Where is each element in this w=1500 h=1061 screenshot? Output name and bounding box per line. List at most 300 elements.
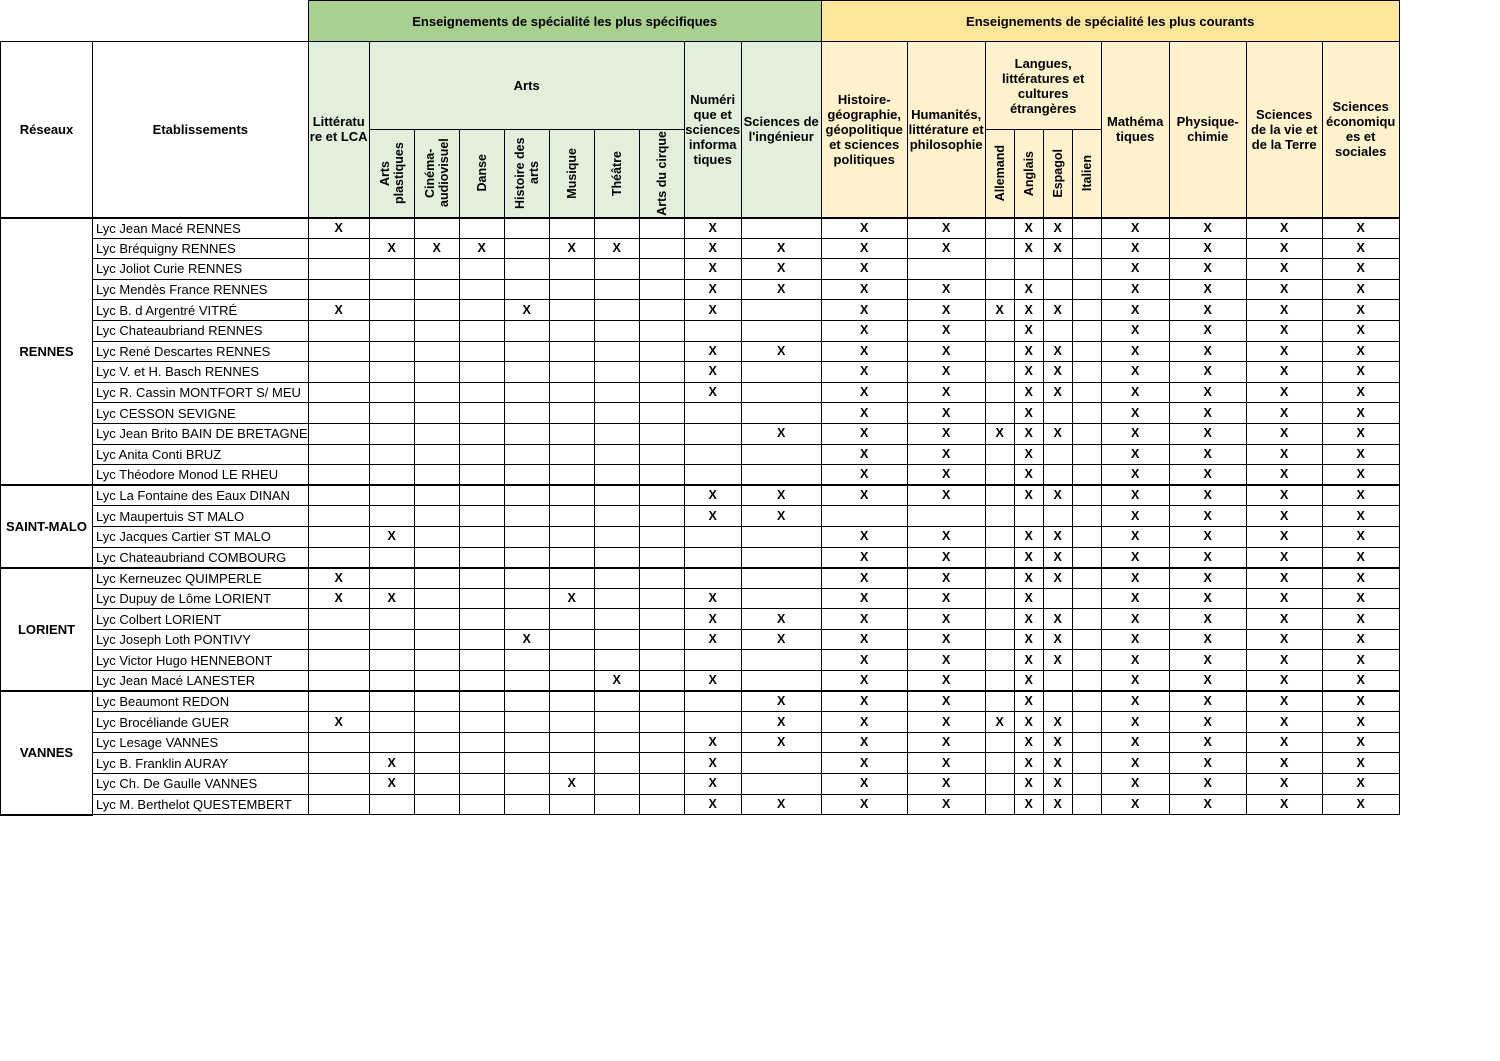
mark-cell [1072, 568, 1101, 589]
mark-cell: X [1014, 341, 1043, 362]
arts-cirque-header: Arts du cirque [639, 130, 684, 218]
mark-cell: X [821, 609, 907, 630]
mark-cell [504, 650, 549, 671]
mark-cell: X [821, 526, 907, 547]
school-name: Lyc Anita Conti BRUZ [93, 444, 309, 465]
mark-cell: X [1169, 506, 1246, 527]
mark-cell: X [1043, 732, 1072, 753]
mark-cell [1072, 341, 1101, 362]
mark-cell [549, 568, 594, 589]
mark-cell: X [1014, 794, 1043, 815]
mark-cell: X [1043, 485, 1072, 506]
mark-cell: X [549, 588, 594, 609]
school-name: Lyc Ch. De Gaulle VANNES [93, 774, 309, 795]
mark-cell [369, 382, 414, 403]
table-row [1, 259, 1400, 280]
mark-cell [369, 547, 414, 568]
school-name: Lyc Kerneuzec QUIMPERLE [93, 568, 309, 589]
mark-cell: X [907, 362, 985, 383]
mark-cell [549, 712, 594, 733]
mark-cell [369, 609, 414, 630]
mark-cell [369, 568, 414, 589]
mark-cell: X [821, 568, 907, 589]
mark-cell: X [1101, 609, 1169, 630]
mark-cell [684, 465, 741, 486]
mark-cell [504, 444, 549, 465]
mark-cell: X [1169, 279, 1246, 300]
mark-cell [459, 547, 504, 568]
mark-cell [459, 506, 504, 527]
mark-cell: X [684, 588, 741, 609]
mark-cell: X [907, 629, 985, 650]
table-row [1, 650, 1400, 671]
mark-cell [741, 568, 821, 589]
mark-cell: X [741, 259, 821, 280]
mark-cell: X [1169, 238, 1246, 259]
mark-cell: X [1014, 526, 1043, 547]
mark-cell [414, 588, 459, 609]
mark-cell [741, 650, 821, 671]
mark-cell [504, 506, 549, 527]
table-row [1, 382, 1400, 403]
school-name: Lyc Lesage VANNES [93, 732, 309, 753]
mark-cell [308, 382, 369, 403]
maths-header: Mathéma tiques [1101, 42, 1169, 218]
mark-cell: X [821, 753, 907, 774]
mark-cell [1014, 259, 1043, 280]
mark-cell [414, 300, 459, 321]
mark-cell [684, 526, 741, 547]
mark-cell [985, 671, 1014, 692]
mark-cell: X [1322, 485, 1399, 506]
mark-cell [594, 691, 639, 712]
mark-cell: X [684, 485, 741, 506]
mark-cell [684, 423, 741, 444]
table-row [1, 629, 1400, 650]
mark-cell [741, 526, 821, 547]
musique-header: Musique [549, 130, 594, 218]
mark-cell: X [1014, 650, 1043, 671]
mark-cell [414, 568, 459, 589]
mark-cell [594, 753, 639, 774]
mark-cell [594, 403, 639, 424]
mark-cell [985, 732, 1014, 753]
table-row [1, 279, 1400, 300]
mark-cell: X [1246, 526, 1322, 547]
mark-cell: X [907, 382, 985, 403]
mark-cell: X [1322, 218, 1399, 239]
mark-cell [308, 753, 369, 774]
mark-cell [741, 465, 821, 486]
mark-cell: X [1322, 259, 1399, 280]
mark-cell: X [1043, 218, 1072, 239]
mark-cell: X [821, 794, 907, 815]
mark-cell: X [821, 218, 907, 239]
mark-cell: X [1169, 444, 1246, 465]
mark-cell [459, 691, 504, 712]
mark-cell [308, 485, 369, 506]
mark-cell: X [1101, 444, 1169, 465]
mark-cell [1072, 403, 1101, 424]
mark-cell: X [1246, 753, 1322, 774]
table-row [1, 218, 1400, 239]
mark-cell [985, 506, 1014, 527]
mark-cell [414, 609, 459, 630]
mark-cell [1072, 629, 1101, 650]
school-name: Lyc Jean Macé LANESTER [93, 671, 309, 692]
italien-header: Italien [1072, 130, 1101, 218]
mark-cell [684, 691, 741, 712]
mark-cell [594, 444, 639, 465]
mark-cell: X [741, 238, 821, 259]
mark-cell [741, 300, 821, 321]
mark-cell: X [1101, 629, 1169, 650]
mark-cell: X [1322, 362, 1399, 383]
mark-cell [594, 341, 639, 362]
mark-cell: X [1322, 712, 1399, 733]
table-row [1, 691, 1400, 712]
mark-cell: X [1169, 526, 1246, 547]
mark-cell: X [821, 485, 907, 506]
mark-cell [414, 629, 459, 650]
mark-cell: X [1169, 382, 1246, 403]
mark-cell: X [1014, 423, 1043, 444]
mark-cell [308, 423, 369, 444]
mark-cell [985, 794, 1014, 815]
mark-cell [459, 650, 504, 671]
mark-cell [504, 794, 549, 815]
school-name: Lyc Dupuy de Lôme LORIENT [93, 588, 309, 609]
mark-cell: X [1014, 774, 1043, 795]
mark-cell [369, 712, 414, 733]
mark-cell [504, 382, 549, 403]
mark-cell: X [1014, 279, 1043, 300]
mark-cell [504, 609, 549, 630]
mark-cell: X [907, 774, 985, 795]
mark-cell [985, 547, 1014, 568]
mark-cell [639, 588, 684, 609]
mark-cell: X [1169, 732, 1246, 753]
histoire-arts-header: Histoire des arts [504, 130, 549, 218]
mark-cell: X [821, 671, 907, 692]
mark-cell [594, 650, 639, 671]
mark-cell: X [1043, 547, 1072, 568]
mark-cell: X [1014, 238, 1043, 259]
mark-cell [308, 465, 369, 486]
mark-cell: X [821, 259, 907, 280]
mark-cell: X [1101, 423, 1169, 444]
mark-cell: X [1322, 588, 1399, 609]
mark-cell [549, 279, 594, 300]
mark-cell [308, 526, 369, 547]
mark-cell [308, 794, 369, 815]
mark-cell [741, 671, 821, 692]
mark-cell: X [594, 238, 639, 259]
ses-header: Sciences économiqu es et sociales [1322, 42, 1399, 218]
mark-cell [985, 485, 1014, 506]
mark-cell: X [684, 506, 741, 527]
mark-cell [308, 444, 369, 465]
mark-cell [639, 753, 684, 774]
mark-cell [594, 300, 639, 321]
mark-cell [741, 444, 821, 465]
mark-cell: X [1246, 382, 1322, 403]
table-row [1, 485, 1400, 506]
mark-cell: X [1043, 650, 1072, 671]
mark-cell [549, 320, 594, 341]
mark-cell: X [1322, 300, 1399, 321]
group-specific-header: Enseignements de spécialité les plus spécifiques [308, 1, 821, 42]
mark-cell: X [1101, 465, 1169, 486]
mark-cell: X [1322, 279, 1399, 300]
network-name: LORIENT [1, 568, 93, 692]
mark-cell [1072, 279, 1101, 300]
mark-cell: X [741, 794, 821, 815]
mark-cell: X [1322, 423, 1399, 444]
mark-cell [549, 732, 594, 753]
theatre-header: Théâtre [594, 130, 639, 218]
mark-cell: X [1101, 526, 1169, 547]
mark-cell: X [821, 629, 907, 650]
mark-cell: X [1169, 362, 1246, 383]
mark-cell: X [907, 547, 985, 568]
mark-cell: X [1246, 629, 1322, 650]
mark-cell: X [741, 691, 821, 712]
mark-cell: X [985, 423, 1014, 444]
mark-cell [308, 362, 369, 383]
mark-cell: X [821, 423, 907, 444]
hggsp-header: Histoire-géographie, géopolitique et sciences politiques [821, 42, 907, 218]
mark-cell [549, 671, 594, 692]
mark-cell [684, 547, 741, 568]
corner-blank [1, 1, 309, 42]
mark-cell [1043, 259, 1072, 280]
mark-cell: X [1101, 568, 1169, 589]
mark-cell [369, 259, 414, 280]
mark-cell: X [1322, 753, 1399, 774]
sciences-ingenieur-header: Sciences de l'ingénieur [741, 42, 821, 218]
mark-cell [459, 218, 504, 239]
mark-cell [594, 279, 639, 300]
mark-cell [1072, 218, 1101, 239]
mark-cell [985, 774, 1014, 795]
mark-cell: X [1246, 403, 1322, 424]
mark-cell [504, 588, 549, 609]
mark-cell [414, 774, 459, 795]
mark-cell: X [821, 403, 907, 424]
mark-cell [1072, 259, 1101, 280]
mark-cell [414, 671, 459, 692]
table-row [1, 547, 1400, 568]
mark-cell [308, 320, 369, 341]
mark-cell [459, 423, 504, 444]
mark-cell [985, 526, 1014, 547]
mark-cell [741, 218, 821, 239]
mark-cell [1072, 547, 1101, 568]
mark-cell [504, 526, 549, 547]
mark-cell: X [821, 588, 907, 609]
mark-cell [459, 341, 504, 362]
mark-cell [308, 691, 369, 712]
mark-cell [684, 650, 741, 671]
mark-cell [594, 485, 639, 506]
mark-cell [549, 300, 594, 321]
mark-cell: X [1101, 238, 1169, 259]
svt-header: Sciences de la vie et de la Terre [1246, 42, 1322, 218]
mark-cell: X [907, 526, 985, 547]
school-name: Lyc Joliot Curie RENNES [93, 259, 309, 280]
mark-cell: X [907, 218, 985, 239]
mark-cell [684, 403, 741, 424]
mark-cell [1043, 279, 1072, 300]
mark-cell [639, 300, 684, 321]
school-name: Lyc Mendès France RENNES [93, 279, 309, 300]
network-name: SAINT-MALO [1, 485, 93, 567]
mark-cell: X [1246, 506, 1322, 527]
mark-cell [504, 671, 549, 692]
mark-cell: X [1246, 691, 1322, 712]
mark-cell: X [907, 568, 985, 589]
mark-cell [1072, 362, 1101, 383]
mark-cell [414, 732, 459, 753]
mark-cell: X [821, 444, 907, 465]
mark-cell: X [369, 588, 414, 609]
mark-cell [369, 485, 414, 506]
mark-cell [1072, 320, 1101, 341]
table-row [1, 753, 1400, 774]
mark-cell [594, 382, 639, 403]
mark-cell [308, 279, 369, 300]
mark-cell [594, 774, 639, 795]
physique-header: Physique-chimie [1169, 42, 1246, 218]
mark-cell [369, 506, 414, 527]
mark-cell [459, 671, 504, 692]
mark-cell [504, 320, 549, 341]
mark-cell: X [549, 238, 594, 259]
mark-cell [639, 547, 684, 568]
mark-cell [985, 465, 1014, 486]
school-name: Lyc Jacques Cartier ST MALO [93, 526, 309, 547]
etablissements-header: Etablissements [93, 42, 309, 218]
mark-cell: X [1169, 588, 1246, 609]
mark-cell [594, 259, 639, 280]
mark-cell [985, 753, 1014, 774]
mark-cell [459, 794, 504, 815]
mark-cell [308, 238, 369, 259]
mark-cell: X [1246, 341, 1322, 362]
mark-cell [741, 774, 821, 795]
mark-cell [459, 403, 504, 424]
mark-cell [1043, 444, 1072, 465]
mark-cell: X [684, 259, 741, 280]
school-name: Lyc Brocéliande GUER [93, 712, 309, 733]
mark-cell: X [1101, 712, 1169, 733]
mark-cell: X [907, 671, 985, 692]
mark-cell: X [741, 423, 821, 444]
mark-cell [639, 465, 684, 486]
mark-cell: X [369, 774, 414, 795]
mark-cell [504, 403, 549, 424]
mark-cell [594, 362, 639, 383]
table-row [1, 238, 1400, 259]
mark-cell [594, 423, 639, 444]
mark-cell [1043, 691, 1072, 712]
mark-cell [985, 403, 1014, 424]
mark-cell: X [1043, 794, 1072, 815]
mark-cell: X [1322, 465, 1399, 486]
mark-cell: X [1169, 547, 1246, 568]
mark-cell [369, 341, 414, 362]
mark-cell [549, 218, 594, 239]
mark-cell: X [1014, 671, 1043, 692]
school-name: Lyc Beaumont REDON [93, 691, 309, 712]
mark-cell: X [1169, 671, 1246, 692]
mark-cell: X [1014, 403, 1043, 424]
mark-cell: X [1169, 794, 1246, 815]
mark-cell: X [907, 465, 985, 486]
mark-cell: X [1101, 774, 1169, 795]
table-row [1, 588, 1400, 609]
mark-cell [369, 362, 414, 383]
mark-cell: X [1043, 753, 1072, 774]
mark-cell [985, 238, 1014, 259]
mark-cell [308, 732, 369, 753]
mark-cell: X [684, 774, 741, 795]
mark-cell: X [1169, 650, 1246, 671]
mark-cell [414, 465, 459, 486]
mark-cell [414, 423, 459, 444]
mark-cell: X [907, 732, 985, 753]
mark-cell [414, 794, 459, 815]
mark-cell: X [1014, 465, 1043, 486]
mark-cell: X [821, 320, 907, 341]
mark-cell: X [1101, 506, 1169, 527]
mark-cell [308, 259, 369, 280]
mark-cell [459, 362, 504, 383]
table-row [1, 444, 1400, 465]
mark-cell [985, 650, 1014, 671]
mark-cell [985, 218, 1014, 239]
mark-cell [308, 629, 369, 650]
mark-cell: X [369, 753, 414, 774]
mark-cell: X [594, 671, 639, 692]
mark-cell: X [684, 609, 741, 630]
mark-cell [414, 362, 459, 383]
table-row [1, 526, 1400, 547]
mark-cell: X [741, 485, 821, 506]
school-name: Lyc Jean Brito BAIN DE BRETAGNE [93, 423, 309, 444]
mark-cell [504, 712, 549, 733]
mark-cell: X [1014, 629, 1043, 650]
mark-cell [549, 526, 594, 547]
mark-cell [369, 629, 414, 650]
mark-cell [549, 794, 594, 815]
mark-cell [985, 629, 1014, 650]
mark-cell [549, 341, 594, 362]
mark-cell [594, 588, 639, 609]
mark-cell [1043, 506, 1072, 527]
mark-cell: X [1246, 650, 1322, 671]
mark-cell: X [1043, 423, 1072, 444]
mark-cell: X [1246, 259, 1322, 280]
mark-cell: X [1101, 259, 1169, 280]
mark-cell [594, 568, 639, 589]
mark-cell: X [1014, 691, 1043, 712]
mark-cell [741, 753, 821, 774]
mark-cell [907, 259, 985, 280]
mark-cell [549, 691, 594, 712]
table-row [1, 341, 1400, 362]
